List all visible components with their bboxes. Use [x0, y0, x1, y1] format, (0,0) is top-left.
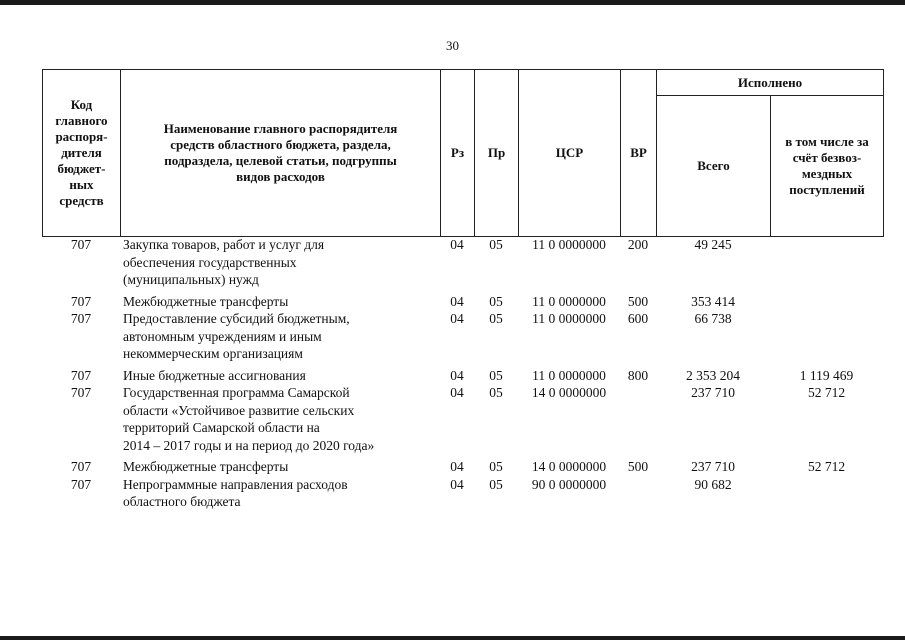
cell-total: 237 710	[691, 459, 735, 474]
cell-code: 707	[70, 476, 92, 492]
cell-total: 353 414	[691, 293, 735, 309]
table-body	[42, 236, 883, 511]
cell-code: 707	[70, 237, 92, 252]
table-row	[42, 476, 883, 511]
cell-name: Межбюджетные трансферты	[123, 459, 289, 474]
col-header-vr: ВР	[621, 70, 657, 237]
cell-csr: 11 0 0000000	[532, 237, 606, 252]
cell-pr: 05	[489, 459, 503, 474]
cell-vr: 800	[627, 367, 649, 383]
cell-free: 1 119 469	[799, 367, 854, 383]
cell-free: 52 712	[807, 385, 846, 400]
cell-total: 49 245	[694, 237, 732, 252]
cell-total: 66 738	[694, 311, 732, 326]
cell-name: Иные бюджетные ассигнования	[123, 367, 306, 383]
cell-free	[770, 310, 883, 367]
cell-vr	[620, 384, 656, 458]
cell-name: Закупка товаров, работ и услуг для обеспечения государственных (муниципальных) нужд	[123, 237, 325, 287]
col-header-name: Наименование главного распорядителя средств областного бюджета, раздела, подраздела, целевой статьи, подгруппы видов расходов	[121, 70, 441, 237]
cell-free: 52 712	[807, 459, 846, 474]
cell-rz: 04	[450, 459, 464, 474]
cell-rz: 04	[450, 385, 464, 400]
col-header-pr: Пр	[475, 70, 519, 237]
cell-code: 707	[70, 367, 92, 383]
cell-rz: 04	[450, 293, 464, 309]
cell-pr: 05	[489, 385, 503, 400]
cell-total: 90 682	[694, 476, 732, 492]
cell-rz: 04	[450, 367, 464, 383]
cell-name: Государственная программа Самарской области «Устойчивое развитие сельских территорий Самарской области на 2014 – 2017 годы и на период до 2020 года»	[123, 385, 375, 453]
col-header-code: Код главного распоря- дителя бюджет- ных средств	[43, 70, 121, 237]
table-row	[42, 384, 883, 458]
cell-rz: 04	[450, 476, 464, 492]
cell-code: 707	[70, 385, 92, 400]
col-header-incl-free: в том числе за счёт безвоз- мездных поступлений	[771, 96, 884, 237]
cell-pr: 05	[489, 237, 503, 252]
cell-free	[770, 293, 883, 311]
cell-pr: 05	[489, 311, 503, 326]
table-row	[42, 458, 883, 476]
cell-csr: 11 0 0000000	[532, 367, 606, 383]
table-header	[42, 69, 884, 237]
cell-pr: 05	[489, 476, 503, 492]
cell-free	[770, 236, 883, 293]
page-number: 30	[446, 38, 459, 53]
col-header-csr: ЦСР	[519, 70, 621, 237]
table-row	[42, 367, 883, 385]
cell-code: 707	[70, 311, 92, 326]
cell-pr: 05	[489, 367, 503, 383]
bottom-border	[0, 636, 905, 640]
cell-rz: 04	[450, 237, 464, 252]
cell-pr: 05	[489, 293, 503, 309]
cell-code: 707	[70, 293, 92, 309]
cell-name: Межбюджетные трансферты	[123, 293, 289, 309]
cell-name: Предоставление субсидий бюджетным, автономным учреждениям и иным некоммерческим организациям	[123, 311, 350, 361]
col-header-executed: Исполнено	[657, 70, 884, 96]
top-border	[0, 0, 905, 5]
table-row	[42, 236, 883, 293]
cell-csr: 11 0 0000000	[532, 293, 606, 309]
cell-csr: 90 0 0000000	[531, 476, 607, 492]
cell-code: 707	[70, 459, 92, 474]
cell-vr: 500	[627, 293, 649, 309]
cell-vr: 200	[627, 237, 649, 252]
cell-vr: 500	[627, 459, 649, 474]
cell-free	[770, 476, 883, 511]
cell-csr: 11 0 0000000	[532, 311, 606, 326]
cell-total: 2 353 204	[686, 367, 740, 383]
table-row	[42, 293, 883, 311]
col-header-total: Всего	[657, 96, 771, 237]
cell-vr	[620, 476, 656, 511]
cell-name: Непрограммные направления расходов областного бюджета	[123, 476, 348, 509]
col-header-rz: Рз	[441, 70, 475, 237]
cell-total: 237 710	[691, 385, 735, 400]
cell-vr: 600	[627, 311, 649, 326]
cell-csr: 14 0 0000000	[531, 385, 607, 400]
cell-rz: 04	[450, 311, 464, 326]
table-row	[42, 310, 883, 367]
cell-csr: 14 0 0000000	[531, 459, 607, 474]
